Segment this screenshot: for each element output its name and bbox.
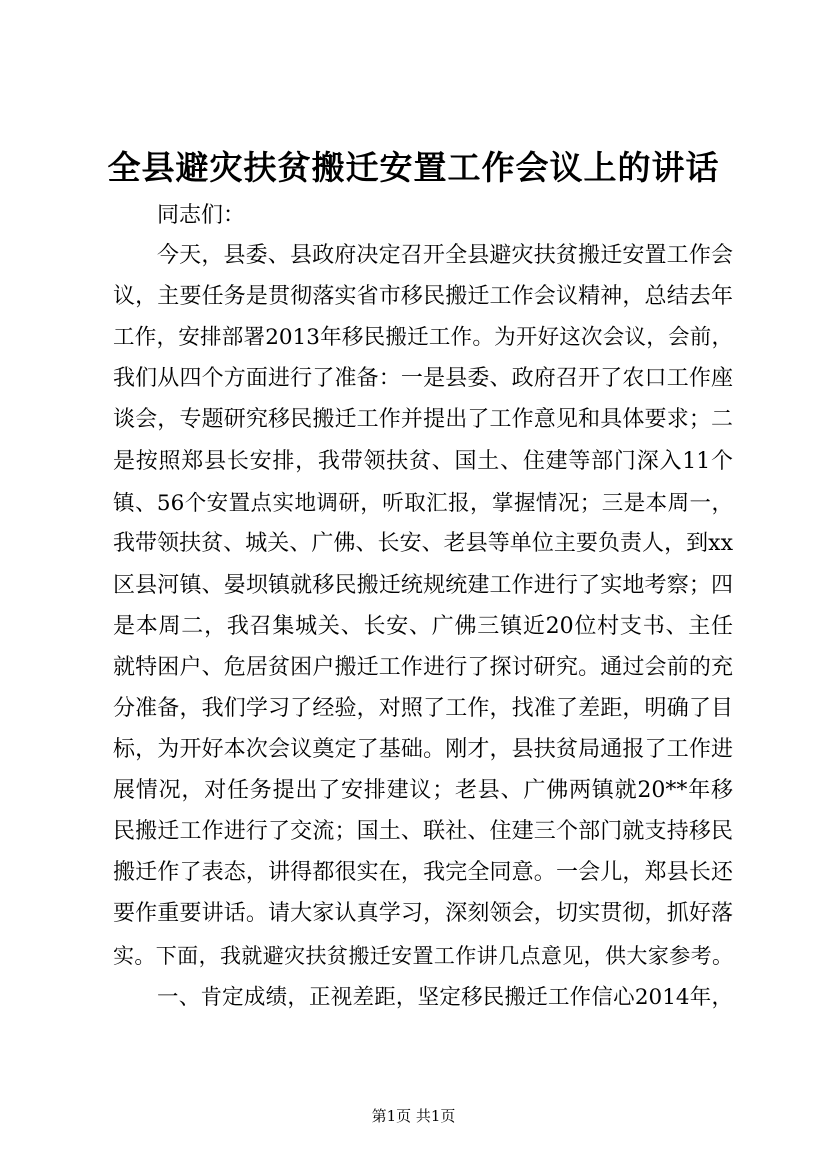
paragraph-line: 我们从四个方面进行了准备：一是县委、政府召开了农口工作座 <box>113 366 733 391</box>
paragraph-line: 就特困户、危居贫困户搬迁工作进行了探讨研究。通过会前的充 <box>113 655 733 680</box>
paragraph-line: 议，主要任务是贯彻落实省市移民搬迁工作会议精神，总结去年 <box>113 284 733 309</box>
section-heading-line: 一、肯定成绩，正视差距，坚定移民搬迁工作信心2014年， <box>157 985 733 1010</box>
paragraph-line: 民搬迁工作进行了交流；国土、联社、住建三个部门就支持移民 <box>113 819 733 844</box>
document-title: 全县避灾扶贫搬迁安置工作会议上的讲话 <box>107 148 720 187</box>
paragraph-line: 实。下面，我就避灾扶贫搬迁安置工作讲几点意见，供大家参考。 <box>113 944 733 968</box>
paragraph-line: 是本周二，我召集城关、长安、广佛三镇近20位村支书、主任 <box>113 614 733 639</box>
page-number-footer: 第1页 共1页 <box>371 1107 456 1125</box>
paragraph-line: 展情况，对任务提出了安排建议；老县、广佛两镇就20**年移 <box>113 778 733 803</box>
paragraph-line: 标，为开好本次会议奠定了基础。刚才，县扶贫局通报了工作进 <box>113 737 733 762</box>
paragraph-line: 分准备，我们学习了经验，对照了工作，找准了差距，明确了目 <box>113 696 733 721</box>
paragraph-line: 是按照郑县长安排，我带领扶贫、国土、住建等部门深入11个 <box>113 449 733 474</box>
paragraph-line: 今天，县委、县政府决定召开全县避灾扶贫搬迁安置工作会 <box>157 243 733 268</box>
paragraph-line: 要作重要讲话。请大家认真学习，深刻领会，切实贯彻，抓好落 <box>113 901 733 926</box>
paragraph-line: 镇、56个安置点实地调研，听取汇报，掌握情况；三是本周一， <box>113 491 733 516</box>
paragraph-line: 搬迁作了表态，讲得都很实在，我完全同意。一会儿，郑县长还 <box>113 860 733 885</box>
paragraph-line: 工作，安排部署2013年移民搬迁工作。为开好这次会议，会前， <box>113 325 733 350</box>
salutation: 同志们： <box>157 203 246 228</box>
paragraph-line: 谈会，专题研究移民搬迁工作并提出了工作意见和具体要求；二 <box>113 407 733 432</box>
paragraph-line: 我带领扶贫、城关、广佛、长安、老县等单位主要负责人，到xx <box>113 531 733 556</box>
paragraph-line: 区县河镇、晏坝镇就移民搬迁统规统建工作进行了实地考察；四 <box>113 573 733 598</box>
